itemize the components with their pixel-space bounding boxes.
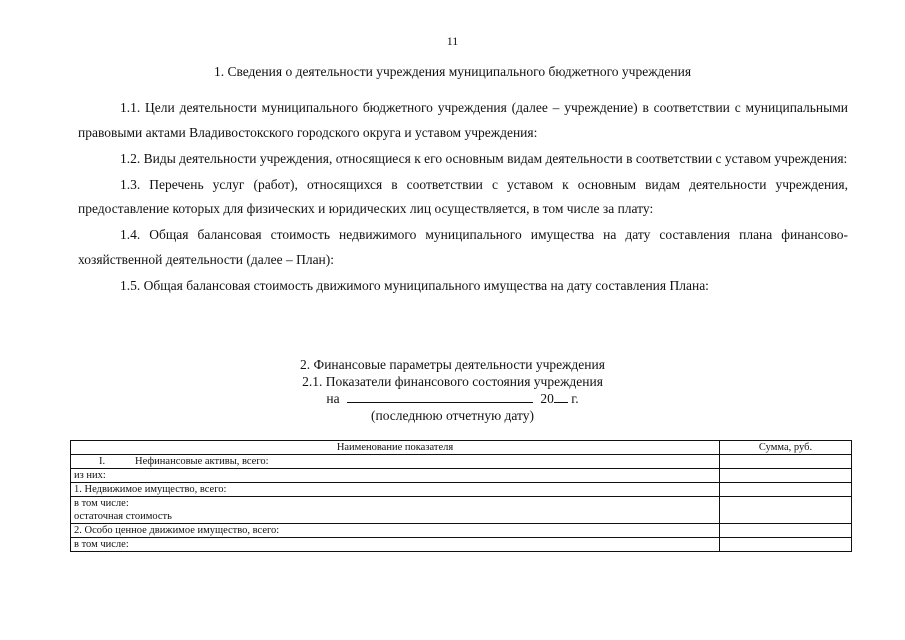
paragraph-1-3: 1.3. Перечень услуг (работ), относящихся в соответствии с уставом к основным видам деятельности учреждения, предоставление которых для физических и юридических лиц осуществляется, в том числе за плату:	[78, 176, 848, 216]
date-note: (последнюю отчетную дату)	[370, 408, 535, 423]
table-header-row	[71, 441, 852, 455]
section-2-1-subtitle: 2.1. Показатели финансового состояния учреждения	[302, 374, 603, 389]
section-2-header	[0, 356, 905, 424]
row-sum-cell	[720, 455, 852, 469]
paragraph-1-5: 1.5. Общая балансовая стоимость движимого муниципального имущества на дату составления Плана:	[120, 277, 709, 293]
table-row	[71, 497, 852, 511]
row-sum-cell	[720, 538, 852, 552]
row-label: в том числе:	[71, 497, 720, 511]
table-row	[71, 510, 852, 524]
table-row	[71, 469, 852, 483]
row-label: остаточная стоимость	[71, 510, 720, 524]
financial-indicators-table	[70, 440, 852, 552]
table-row	[71, 524, 852, 538]
row-sum-cell	[720, 510, 852, 524]
date-prefix: на	[326, 391, 340, 406]
year-blank-field	[554, 390, 568, 403]
row-number: I.	[99, 456, 106, 467]
row-label: 2. Особо ценное движимое имущество, всего:	[71, 524, 720, 538]
date-year: 20	[540, 391, 554, 406]
row-sum-cell	[720, 497, 852, 511]
paragraph-1-1: 1.1. Цели деятельности муниципального бюджетного учреждения (далее – учреждение) в соответствии с муниципальными правовыми актами Владивостокского городского округа и уставом учреждения:	[78, 100, 848, 140]
paragraph-1-2: 1.2. Виды деятельности учреждения, относящиеся к его основным видам деятельности в соответствии с уставом учреждения:	[120, 150, 848, 166]
table-row	[71, 455, 852, 469]
section-1-paragraphs	[78, 96, 848, 300]
row-sum-cell	[720, 483, 852, 497]
section-2-title: 2. Финансовые параметры деятельности учреждения	[300, 357, 605, 372]
row-sum-cell	[720, 524, 852, 538]
row-label	[71, 455, 720, 469]
table-row	[71, 483, 852, 497]
date-suffix: г.	[571, 391, 579, 406]
report-date-line	[0, 390, 905, 407]
row-label: 1. Недвижимое имущество, всего:	[71, 483, 720, 497]
header-indicator-name: Наименование показателя	[71, 441, 720, 455]
table-row	[71, 538, 852, 552]
header-sum: Сумма, руб.	[720, 441, 852, 455]
row-text: Нефинансовые активы, всего:	[135, 456, 269, 467]
paragraph-1-4: 1.4. Общая балансовая стоимость недвижимого муниципального имущества на дату составления плана финансово-хозяйственной деятельности (далее – План):	[78, 227, 848, 267]
row-sum-cell	[720, 469, 852, 483]
row-label: в том числе:	[71, 538, 720, 552]
page-number: 11	[446, 34, 459, 48]
section-1-title: 1. Сведения о деятельности учреждения муниципального бюджетного учреждения	[213, 64, 692, 79]
date-blank-field	[347, 390, 533, 403]
row-label: из них:	[71, 469, 720, 483]
